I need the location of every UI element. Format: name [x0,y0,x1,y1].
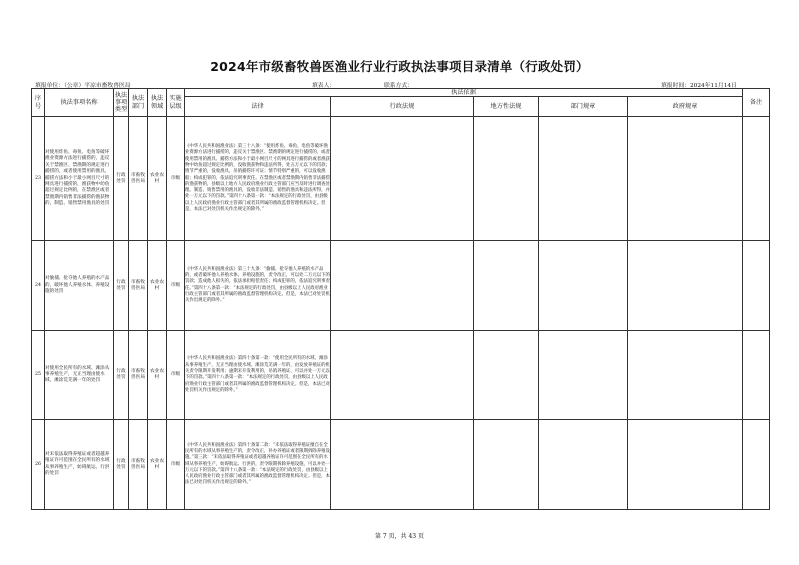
row-domain: 农业农村 [148,420,167,510]
header-remark: 备注 [743,89,770,117]
row-type: 行政处罚 [114,420,129,510]
header-name: 执法事项名称 [45,89,114,117]
page-title: 2024年市级畜牧兽医渔业行业行政执法事项目录清单（行政处罚） [210,59,589,74]
row-remark [743,420,770,510]
row-remark [743,241,770,331]
row-seq: 26 [32,420,45,510]
header-type: 执法事项类型 [114,89,129,117]
row-gov-rule [628,420,743,510]
row-level: 市级 [167,331,185,420]
header-admin-reg: 行政法规 [331,97,474,117]
row-local-reg [474,117,539,241]
header-local-reg: 地方性法规 [474,97,539,117]
row-type: 行政处罚 [114,241,129,331]
table-row [32,241,770,331]
header-gov-rule: 政府规章 [628,97,743,117]
row-gov-rule [628,331,743,420]
row-law: 《中华人民共和国渔业法》第四十条第二款：“未依法取得养殖证擅自在全民所有的水域从事养殖生产的，责令改正，补办养殖证或者限期拆除养殖设施。”第三款：“未依法取得养殖证或者超越养殖证许可范围在全民所有的水域从事养殖生产，妨碍航运、行洪的，责令限期拆除养殖设施，可以并处一万元以下的罚款。”第四十八条第一款：“本法规定的行政处罚，由县级以上人民政府渔业行政主管部门或者其所属的渔政监督管理机构决定。但是，本法已对处罚机关作出规定的除外。” [185,420,331,510]
row-law: 《中华人民共和国渔业法》第三十八条：“使用炸鱼、毒鱼、电鱼等破坏渔业资源方法进行捕捞的，违反关于禁渔区、禁渔期的规定进行捕捞的，或者使用禁用的渔具、捕捞方法和小于最小网目尺寸的网具进行捕捞的或者渔获物中幼鱼超过规定比例的，没收渔获物和违法所得，处五万元以下的罚款；情节严重的，没收渔具，吊销捕捞许可证；情节特别严重的，可以没收渔船；构成犯罪的，依法追究刑事责任。在禁渔区或者禁渔期内销售非法捕捞的渔获物的，县级以上地方人民政府渔业行政主管部门应当及时进行调查处理。制造、销售禁用的渔具的，没收非法制造、销售的渔具和违法所得，并处一万元以下的罚款。”第四十八条第一款：“本法规定的行政处罚，由县级以上人民政府渔业行政主管部门或者其所属的渔政监督管理机构决定。但是，本法已对处罚机关作出规定的除外。” [185,117,331,241]
row-admin-reg [331,117,474,241]
row-seq: 23 [32,117,45,241]
row-dept: 市畜牧兽医局 [129,117,148,241]
page-number: 第 7 页，共 43 页 [374,533,425,540]
row-level: 市级 [167,420,185,510]
header-seq: 序号 [32,89,45,117]
row-local-reg [474,420,539,510]
row-type: 行政处罚 [114,117,129,241]
row-admin-reg [331,331,474,420]
table-row [32,117,770,241]
header-basis: 执法依据 [185,89,743,97]
header-dept-rule: 部门规章 [539,97,628,117]
row-domain: 农业农村 [148,331,167,420]
row-level: 市级 [167,117,185,241]
header-law: 法律 [185,97,331,117]
row-item-name: 对使用炸鱼、毒鱼、电鱼等破坏渔业资源方法进行捕捞的，违反关于禁渔区、禁渔期的规定进行捕捞的，或者使用禁用的渔具、捕捞方法和小于最小网目尺寸的网具进行捕捞的，渔获物中幼鱼超过规定比例的，在禁渔区或者禁渔期内销售非法捕捞的渔获物的，制造、销售禁用渔具的处罚 [45,117,114,241]
reporting-unit: 填报单位：（公章）平凉市畜牧兽医局 [35,83,131,89]
row-seq: 25 [32,331,45,420]
header-dept: 执法部门 [129,89,148,117]
row-law: 《中华人民共和国渔业法》第四十条第一款：“使用全民所有的水域、滩涂从事养殖生产，无正当理由使水域、滩涂荒芜满一年的，由发放养殖证的机关责令限期开发利用；逾期未开发利用的，吊销养殖证，可以并处一万元以下的罚款。”第四十八条第一款：“本法规定的行政处罚，由县级以上人民政府渔业行政主管部门或者其所属的渔政监督管理机构决定。但是，本法已对处罚机关作出规定的除外。” [185,331,331,420]
report-date: 填报时间：2024年11月14日 [661,83,737,89]
row-dept: 市畜牧兽医局 [129,241,148,331]
row-admin-reg [331,241,474,331]
row-item-name: 对偷捕、抢夺他人养殖的水产品的，破坏他人养殖水体、养殖设施的处罚 [45,241,114,331]
contact-info: 联系方式： [384,83,413,89]
row-dept: 市畜牧兽医局 [129,331,148,420]
row-gov-rule [628,117,743,241]
row-item-name: 对使用全民所有的水域、滩涂从事养殖生产，无正当理由使水域、滩涂荒芜满一年的处罚 [45,331,114,420]
row-admin-reg [331,420,474,510]
table-row [32,331,770,420]
row-dept-rule [539,420,628,510]
row-gov-rule [628,241,743,331]
row-item-name: 对未依法取得养殖证或者超越养殖证许可范围在全民所有的水域从事养殖生产，妨碍航运、行洪的处罚 [45,420,114,510]
row-type: 行政处罚 [114,331,129,420]
header-domain: 执法领域 [148,89,167,117]
row-domain: 农业农村 [148,117,167,241]
row-seq: 24 [32,241,45,331]
row-law: 《中华人民共和国渔业法》第三十九条：“偷捕、抢夺他人养殖的水产品的，或者破坏他人养殖水体、养殖设施的，责令改正，可以处二万元以下的罚款；造成他人损失的，依法承担赔偿责任；构成犯罪的，依法追究刑事责任。”第四十八条第一款：“本法规定的行政处罚，由县级以上人民政府渔业行政主管部门或者其所属的渔政监督管理机构决定。但是，本法已对处罚机关作出规定的除外。” [185,241,331,331]
row-dept-rule [539,331,628,420]
row-dept-rule [539,117,628,241]
row-level: 市级 [167,241,185,331]
row-remark [743,117,770,241]
form-filler: 填表人： [312,83,336,89]
enforcement-items-table [31,88,770,510]
row-domain: 农业农村 [148,241,167,331]
header-level: 实施层级 [167,89,185,117]
row-local-reg [474,331,539,420]
row-dept: 市畜牧兽医局 [129,420,148,510]
row-remark [743,331,770,420]
row-local-reg [474,241,539,331]
row-dept-rule [539,241,628,331]
table-row [32,420,770,510]
